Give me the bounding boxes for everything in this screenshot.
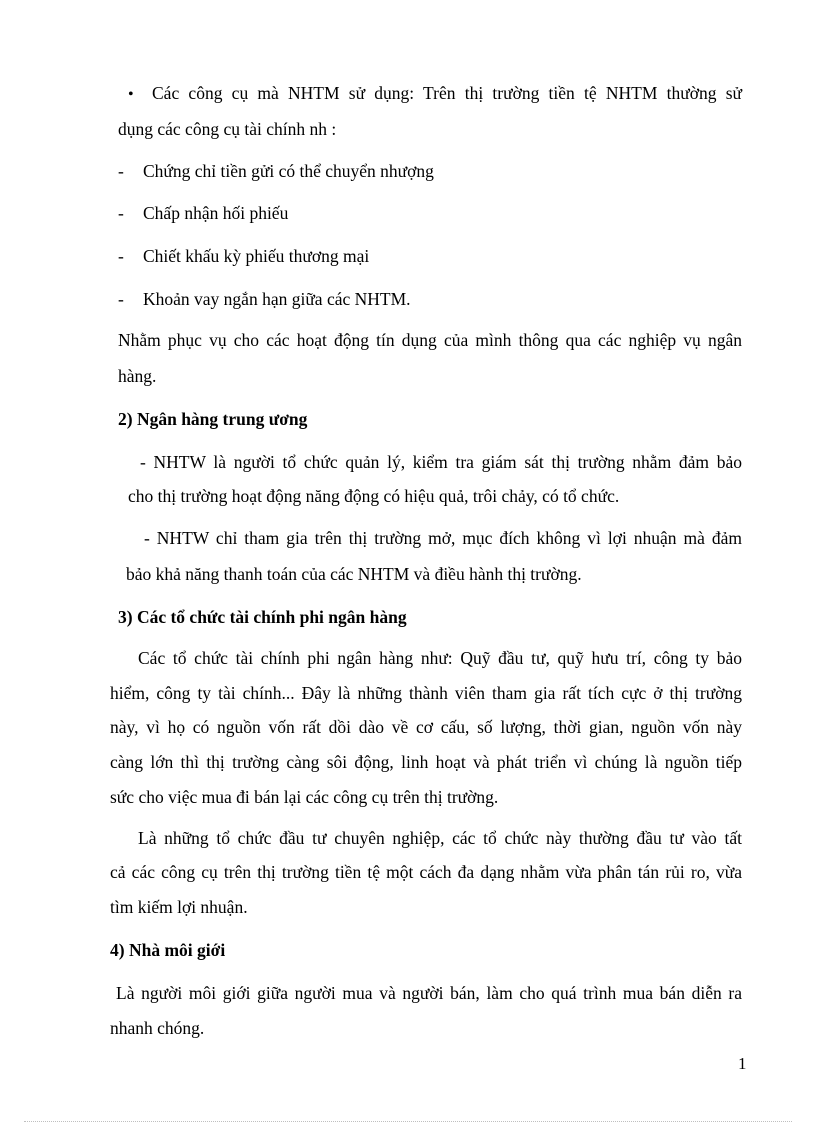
dash-marker: - [118, 161, 124, 181]
dash-marker: - [118, 289, 124, 309]
page-number: 1 [738, 1054, 747, 1073]
purpose-line-1: Nhằm phục vụ cho các hoạt động tín dụng của mình thông qua các nghiệp vụ ngân [118, 330, 742, 350]
list-item-text: Khoản vay ngắn hạn giữa các NHTM. [143, 289, 411, 309]
section3-p2-line-3: tìm kiếm lợi nhuận. [110, 897, 248, 917]
bullet-icon: • [128, 86, 134, 103]
section3-p1-line-2: hiểm, công ty tài chính... Đây là những thành viên tham gia rất tích cực ở thị trường [110, 683, 742, 703]
section4-p1-line-1: Là người môi giới giữa người mua và người bán, làm cho quá trình mua bán diễn ra [116, 983, 742, 1003]
section2-p1-line-1: - NHTW là người tổ chức quản lý, kiểm tra giám sát thị trường nhằm đảm bảo [140, 452, 742, 472]
list-item-text: Chứng chỉ tiền gửi có thể chuyển nhượng [143, 161, 434, 181]
section2-p1-line-2: cho thị trường hoạt động năng động có hiệu quả, trôi chảy, có tổ chức. [128, 486, 620, 506]
intro-line-1: Các công cụ mà NHTM sử dụng: Trên thị trường tiền tệ NHTM thường sử [152, 83, 742, 103]
section-heading-2: 2) Ngân hàng trung ương [118, 409, 308, 429]
section3-p1-line-5: sức cho việc mua đi bán lại các công cụ trên thị trường. [110, 787, 499, 807]
section3-p1-line-1: Các tổ chức tài chính phi ngân hàng như: Quỹ đầu tư, quỹ hưu trí, công ty bảo [138, 648, 742, 668]
section2-p2-line-1: - NHTW chỉ tham gia trên thị trường mở, mục đích không vì lợi nhuận mà đảm [144, 528, 742, 548]
section3-p1-line-4: càng lớn thì thị trường càng sôi động, linh hoạt và phát triển vì chúng là nguồn tiếp [110, 752, 742, 772]
dash-marker: - [118, 246, 124, 266]
section4-p1-line-2: nhanh chóng. [110, 1018, 205, 1038]
footer-divider [24, 1121, 792, 1122]
list-item-text: Chiết khấu kỳ phiếu thương mại [143, 246, 370, 266]
dash-marker: - [118, 203, 124, 223]
section-heading-4: 4) Nhà môi giới [110, 940, 226, 960]
purpose-line-2: hàng. [118, 366, 157, 386]
section2-p2-line-2: bảo khả năng thanh toán của các NHTM và điều hành thị trường. [126, 564, 582, 584]
list-item-text: Chấp nhận hối phiếu [143, 203, 289, 223]
section3-p1-line-3: này, vì họ có nguồn vốn rất dồi dào về cơ cấu, số lượng, thời gian, nguồn vốn này [110, 717, 742, 737]
section-heading-3: 3) Các tổ chức tài chính phi ngân hàng [118, 607, 407, 627]
intro-line-2: dụng các công cụ tài chính nh : [118, 119, 337, 139]
section3-p2-line-1: Là những tổ chức đầu tư chuyên nghiệp, các tổ chức này thường đầu tư vào tất [138, 828, 742, 848]
section3-p2-line-2: cả các công cụ trên thị trường tiền tệ một cách đa dạng nhằm vừa phân tán rủi ro, vừa [110, 862, 742, 882]
